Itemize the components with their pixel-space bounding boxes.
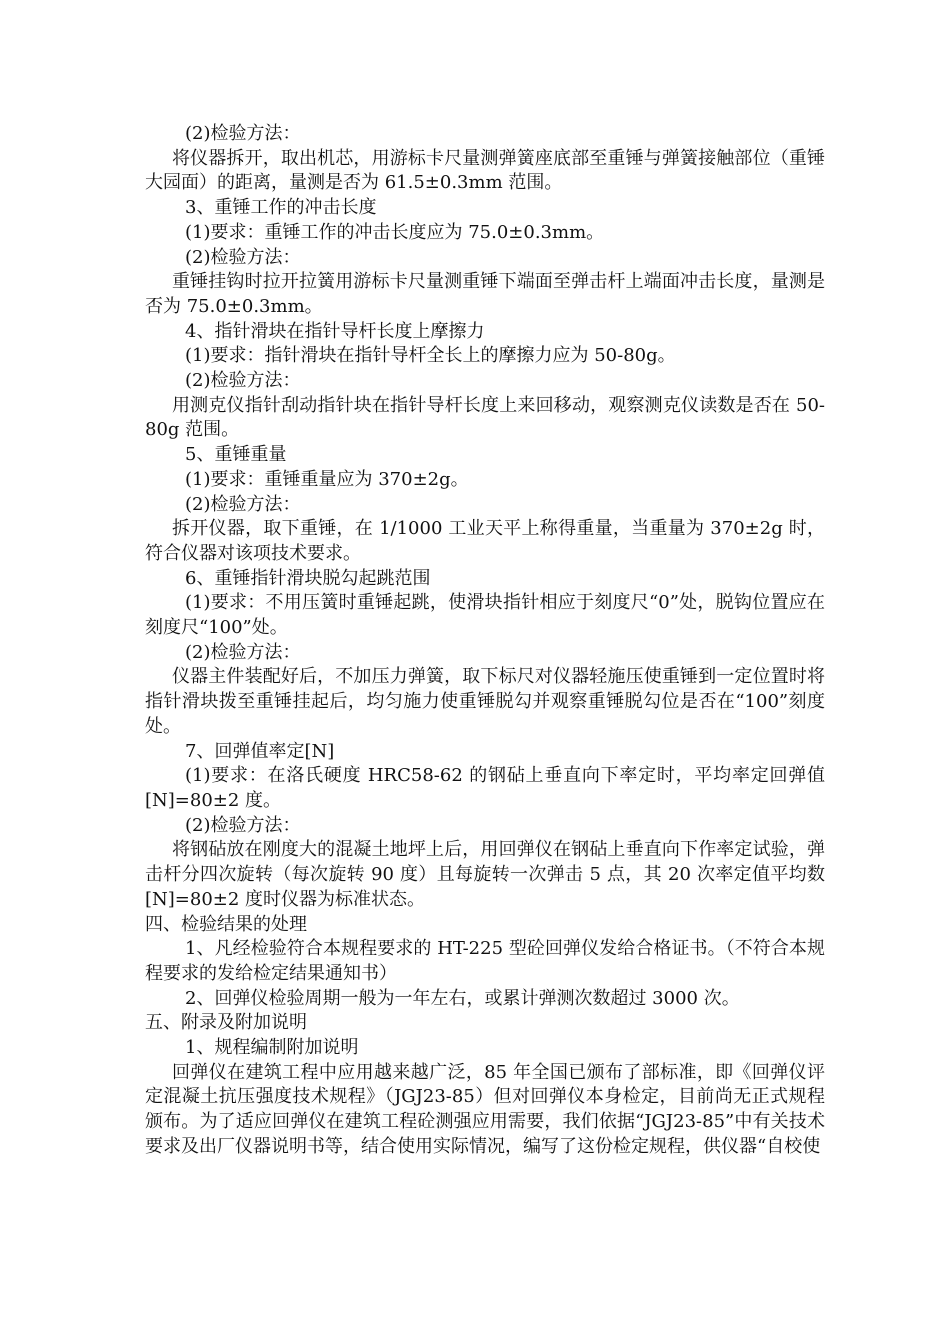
paragraph: (1)要求：重锤工作的冲击长度应为 75.0±0.3mm。 bbox=[185, 221, 605, 243]
paragraph: (2)检验方法： bbox=[185, 370, 301, 392]
paragraph: 拆开仪器，取下重锤，在 1/1000 工业天平上称得重量，当重量为 370±2g 时，符合仪器对该项技术要求。 bbox=[145, 518, 825, 564]
paragraph: (1)要求：不用压簧时重锤起跳，使滑块指针相应于刻度尺“0”处，脱钩位置应在刻度尺“100”处。 bbox=[145, 592, 825, 639]
paragraph: 五、附录及附加说明 bbox=[145, 1012, 307, 1034]
paragraph: (2)检验方法： bbox=[185, 641, 301, 663]
paragraph: (2)检验方法： bbox=[185, 123, 301, 144]
paragraph: (1)要求：在洛氏硬度 HRC58-62 的钢砧上垂直向下率定时，平均率定回弹值[N]=80±2 度。 bbox=[145, 765, 825, 811]
paragraph: 回弹仪在建筑工程中应用越来越广泛，85 年全国已颁布了部标准，即《回弹仪评定混凝土抗压强度技术规程》（JGJ23-85）但对回弹仪本身检定，目前尚无正式规程颁布。为了适应回弹仪在建筑工程砼测强应用需要，我们依据“JGJ23-85”中有关技术要求及出厂仪器说明书等，结合使用实际情况，编写了这份检定规程，供仪器“自校使 bbox=[145, 1061, 825, 1157]
paragraph: 1、凡经检验符合本规程要求的 HT-225 型砼回弹仪发给合格证书。（不符合本规程要求的发给检定结果通知书） bbox=[145, 938, 825, 984]
paragraph: 仪器主件装配好后，不加压力弹簧，取下标尺对仪器轻施压使重锤到一定位置时将指针滑块拨至重锤挂起后，均匀施力使重锤脱勾并观察重锤脱勾位是否在“100”刻度处。 bbox=[145, 666, 825, 737]
paragraph: 3、重锤工作的冲击长度 bbox=[185, 197, 377, 219]
paragraph: 1、规程编制附加说明 bbox=[185, 1037, 359, 1059]
paragraph: 用测克仪指针刮动指针块在指针导杆长度上来回移动，观察测克仪读数是否在 50-80g 范围。 bbox=[145, 394, 825, 441]
paragraph: 6、重锤指针滑块脱勾起跳范围 bbox=[185, 567, 431, 589]
paragraph: 4、指针滑块在指针导杆长度上摩擦力 bbox=[185, 320, 485, 342]
paragraph: 将仪器拆开，取出机芯，用游标卡尺量测弹簧座底部至重锤与弹簧接触部位（重锤大园面）的距离，量测是否为 61.5±0.3mm 范围。 bbox=[145, 147, 825, 194]
paragraph: 7、回弹值率定[N] bbox=[185, 740, 335, 762]
paragraph: 重锤挂钩时拉开拉簧用游标卡尺量测重锤下端面至弹击杆上端面冲击长度，量测是否为 75.0±0.3mm。 bbox=[145, 271, 825, 317]
paragraph: 将钢砧放在刚度大的混凝土地坪上后，用回弹仪在钢砧上垂直向下作率定试验，弹击杆分四次旋转（每次旋转 90 度）且每旋转一次弹击 5 点，其 20 次率定值平均数[N]=80±2 度时仪器为标准状态。 bbox=[145, 839, 825, 910]
paragraph: (2)检验方法： bbox=[185, 814, 301, 836]
document-body bbox=[145, 122, 825, 1160]
paragraph: 2、回弹仪检验周期一般为一年左右，或累计弹测次数超过 3000 次。 bbox=[185, 987, 740, 1009]
paragraph: 四、检验结果的处理 bbox=[145, 913, 307, 935]
paragraph: 5、重锤重量 bbox=[185, 444, 287, 466]
paragraph: (2)检验方法： bbox=[185, 246, 301, 268]
paragraph: (2)检验方法： bbox=[185, 493, 301, 515]
paragraph: (1)要求：重锤重量应为 370±2g。 bbox=[185, 468, 469, 490]
paragraph: (1)要求：指针滑块在指针导杆全长上的摩擦力应为 50-80g。 bbox=[185, 345, 676, 367]
